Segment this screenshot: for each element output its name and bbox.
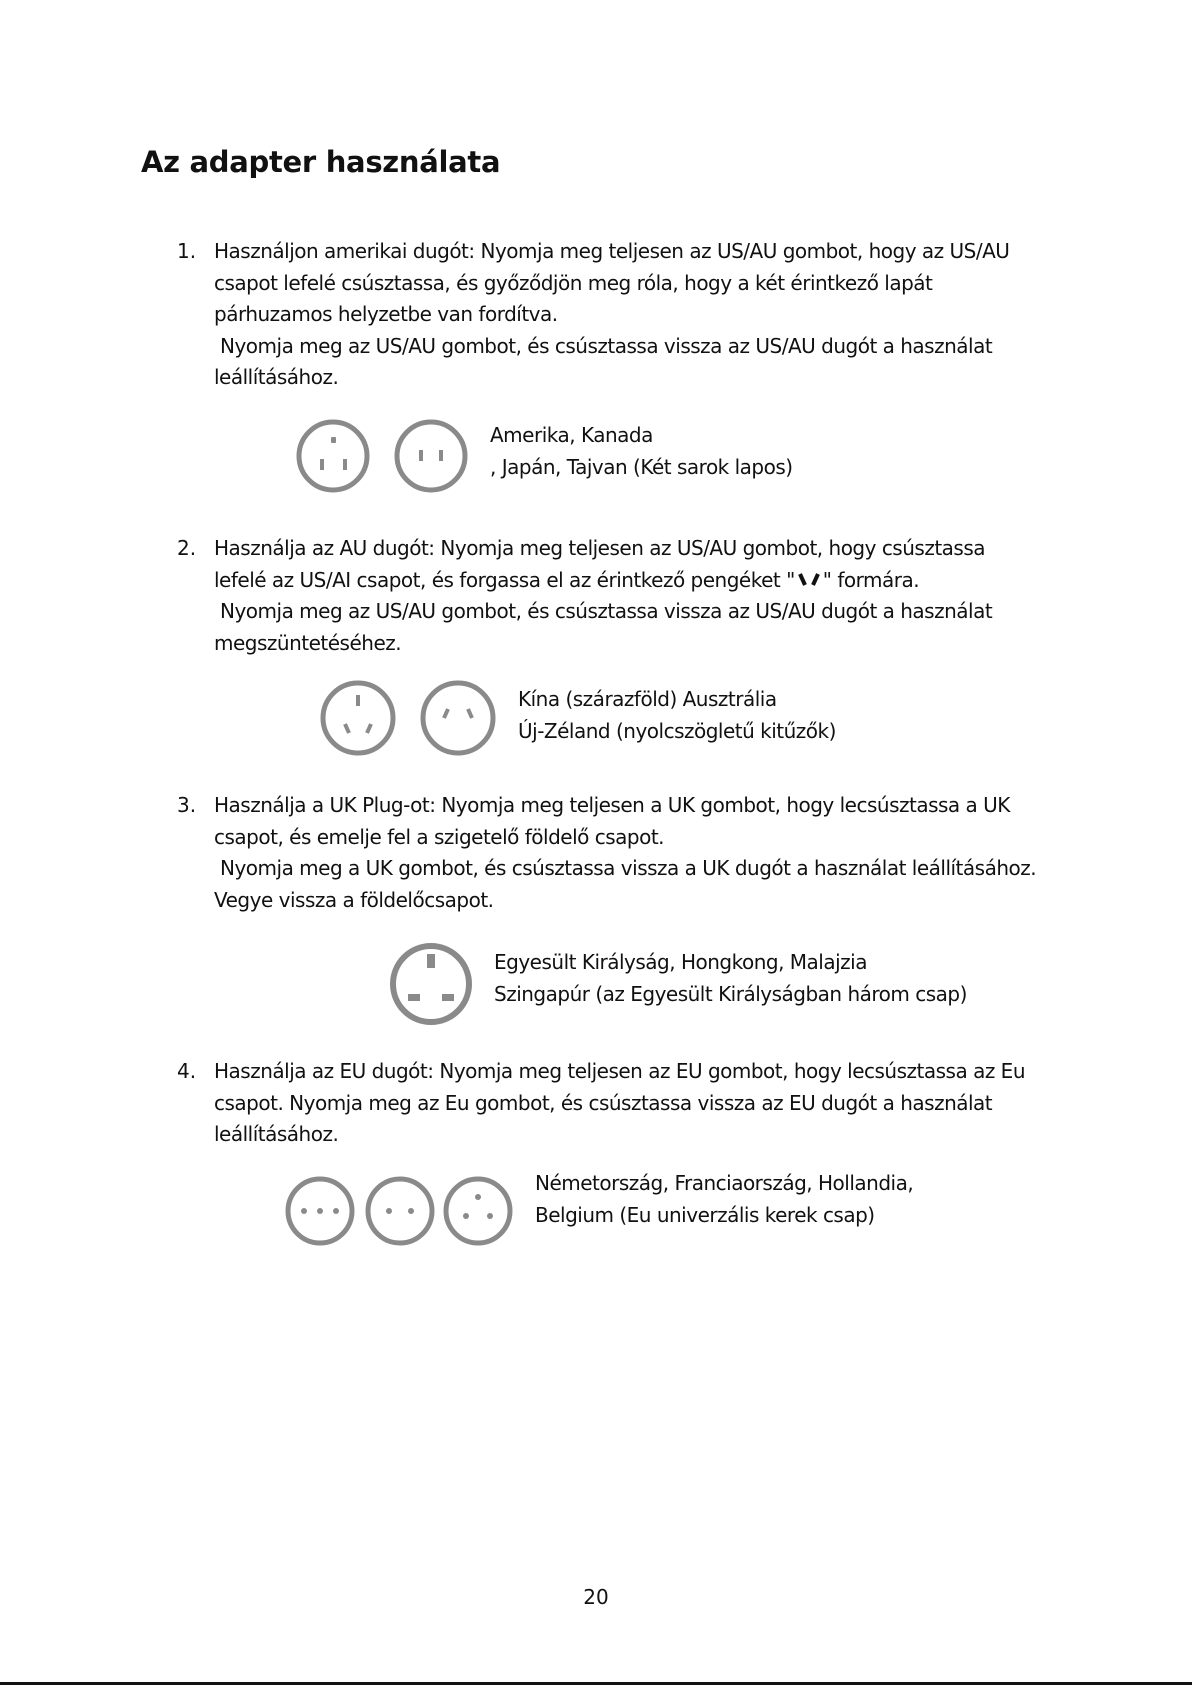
step-line: csapot. Nyomja meg az Eu gombot, és csúsztassa vissza az EU dugót a használat: [214, 1090, 993, 1115]
step-2-caption: [518, 684, 836, 747]
step-number: 2.: [177, 536, 197, 560]
eu-two-hole-socket-icon: [368, 1179, 432, 1243]
caption-line: Belgium (Eu univerzális kerek csap): [535, 1202, 875, 1227]
step-text: [214, 533, 1044, 659]
caption-line: Németország, Franciaország, Hollandia,: [535, 1171, 914, 1195]
step-number: 4.: [177, 1059, 197, 1083]
caption-line: , Japán, Tajvan (Két sarok lapos): [490, 454, 793, 479]
step-number: 3.: [177, 793, 197, 817]
page-title: Az adapter használata: [141, 145, 501, 179]
au-two-pin-socket-icon: [423, 683, 493, 753]
step-text: [214, 790, 1044, 916]
caption-line: Szingapúr (az Egyesült Királyságban három csap): [494, 981, 967, 1006]
us-three-pin-socket-icon: [299, 422, 367, 490]
step-line: lefelé az US/AI csapot, és forgassa el az érintkező pengéket ": [214, 567, 795, 592]
step-line: Használja az EU dugót: Nyomja meg teljesen az EU gombot, hogy lecsúsztassa az Eu: [214, 1059, 1025, 1083]
caption-line: Kína (szárazföld) Ausztrália: [518, 687, 777, 711]
step-1-icons: [292, 410, 472, 502]
au-three-pin-socket-icon: [323, 683, 393, 753]
step-2-icons: [318, 675, 500, 765]
step-4-icons: [284, 1173, 514, 1249]
step-line: Nyomja meg a UK gombot, és csúsztassa vissza a UK dugót a használat leállításához.: [220, 856, 1037, 880]
us-two-pin-socket-icon: [397, 422, 465, 490]
caption-line: Új-Zéland (nyolcszögletű kitűzők): [518, 718, 836, 743]
angled-blades-icon: [795, 570, 823, 590]
step-4-caption: [535, 1168, 913, 1231]
step-line: Használjon amerikai dugót: Nyomja meg teljesen az US/AU gombot, hogy az US/AU: [214, 239, 1010, 263]
step-1-caption: [490, 420, 793, 483]
step-line-with-icon: [214, 565, 1044, 597]
step-line: Használja az AU dugót: Nyomja meg teljesen az US/AU gombot, hogy csúsztassa: [214, 536, 986, 560]
step-text: [214, 236, 1044, 394]
caption-line: Egyesült Királyság, Hongkong, Malajzia: [494, 950, 867, 974]
step-3-caption: [494, 947, 967, 1010]
step-line: megszüntetéséhez.: [214, 630, 402, 655]
step-line: Használja a UK Plug-ot: Nyomja meg teljesen a UK gombot, hogy lecsúsztassa a UK: [214, 793, 1010, 817]
step-line: párhuzamos helyzetbe van fordítva.: [214, 302, 558, 326]
eu-three-hole-socket-icon: [288, 1179, 352, 1243]
step-line: " formára.: [822, 567, 920, 592]
step-3-icons: [387, 938, 477, 1030]
step-line: Nyomja meg az US/AU gombot, és csúsztassa vissza az US/AU dugót a használat: [220, 599, 993, 623]
step-line: Nyomja meg az US/AU gombot, és csúsztassa vissza az US/AU dugót a használat: [220, 333, 993, 358]
uk-socket-icon: [393, 946, 469, 1022]
caption-line: Amerika, Kanada: [490, 423, 653, 447]
step-text: [214, 1056, 1044, 1151]
step-line: csapot lefelé csúsztassa, és győződjön meg róla, hogy a két érintkező lapát: [214, 270, 933, 295]
page-number: 20: [583, 1585, 609, 1609]
step-number: 1.: [177, 239, 197, 263]
step-line: leállításához.: [214, 365, 339, 389]
step-line: Vegye vissza a földelőcsapot.: [214, 887, 494, 912]
eu-earthed-socket-icon: [446, 1179, 510, 1243]
step-line: leállításához.: [214, 1122, 339, 1146]
step-line: csapot, és emelje fel a szigetelő földelő csapot.: [214, 824, 665, 849]
